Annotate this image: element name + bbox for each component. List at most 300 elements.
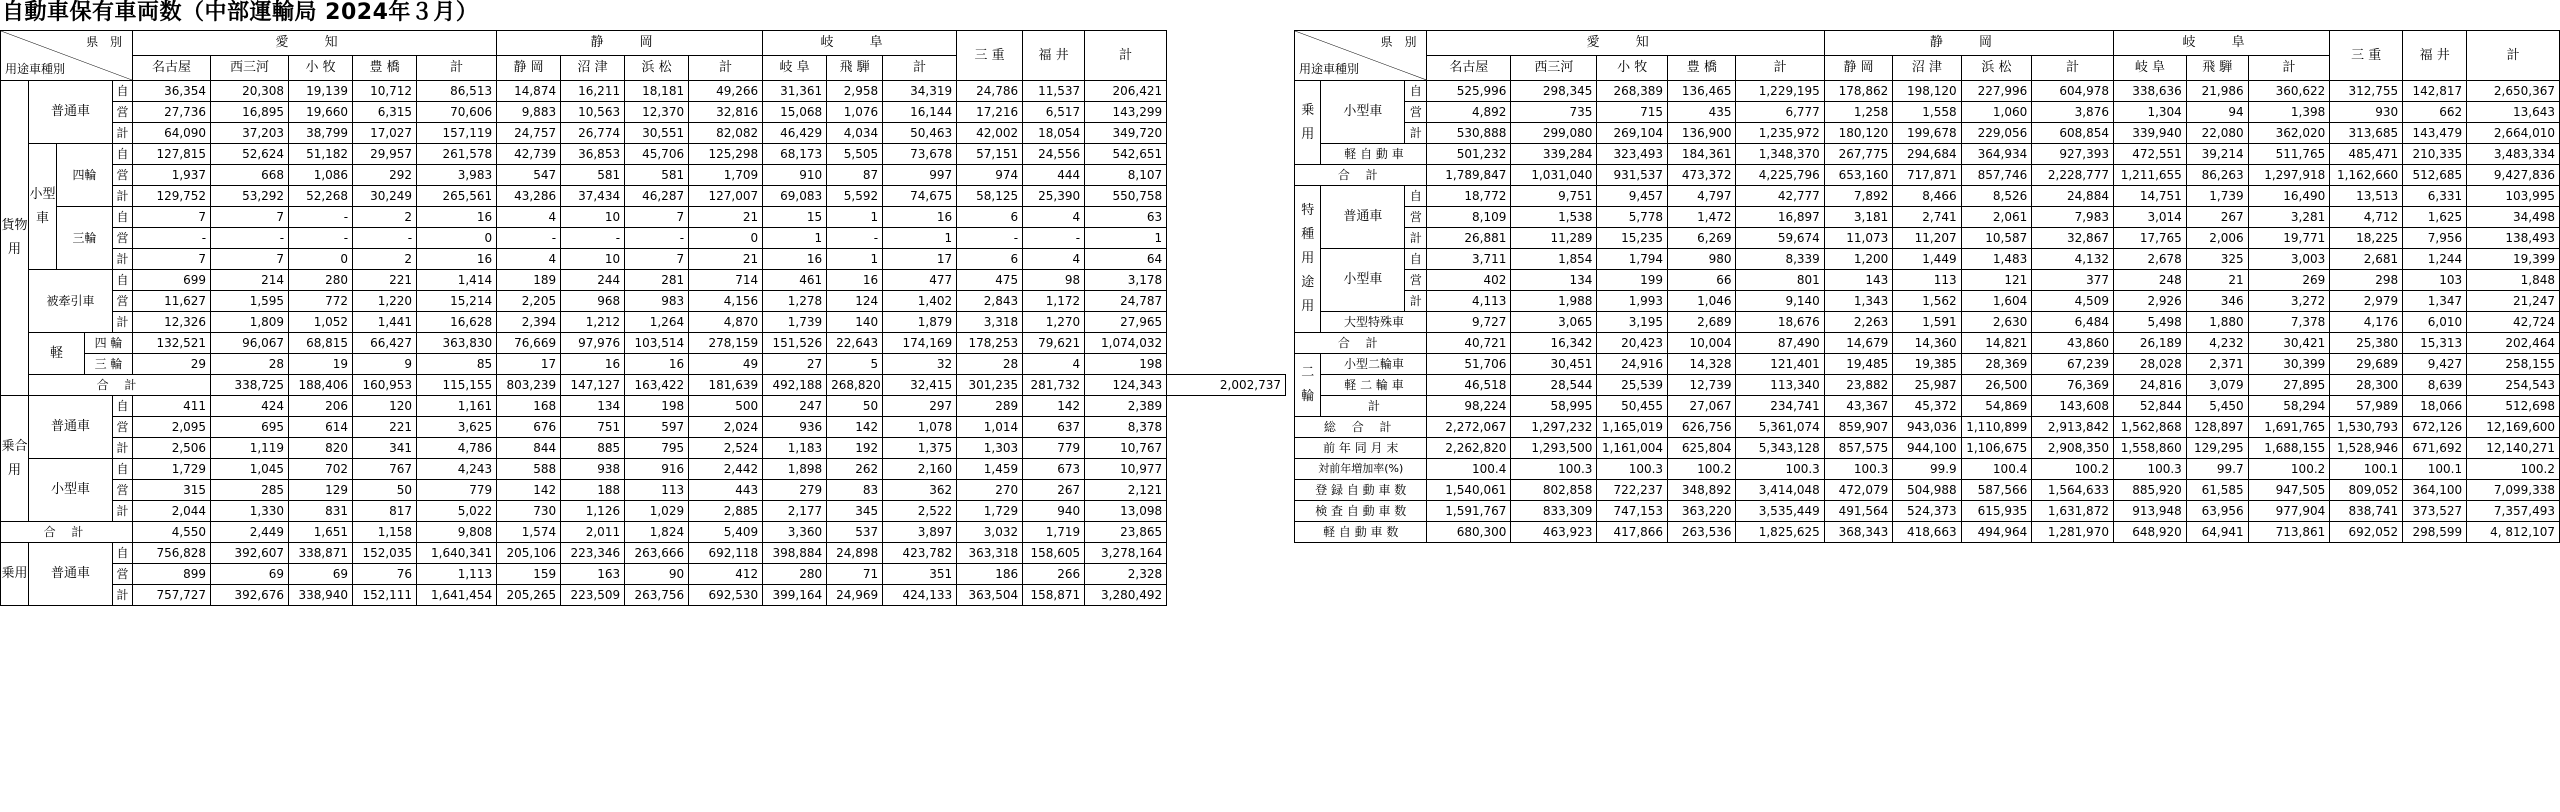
data-cell: 4,786: [417, 438, 497, 459]
data-cell: 512,685: [2403, 165, 2467, 186]
data-cell: 859,907: [1824, 417, 1892, 438]
data-cell: 1,538: [1511, 207, 1597, 228]
data-cell: 244: [561, 270, 625, 291]
data-cell: 8,466: [1893, 186, 1961, 207]
data-cell: 64: [1085, 249, 1167, 270]
data-cell: 1,729: [133, 459, 211, 480]
data-cell: 7,892: [1824, 186, 1892, 207]
data-cell: 692,118: [689, 543, 763, 564]
data-cell: 940: [1023, 501, 1085, 522]
data-cell: 2,328: [1085, 564, 1167, 585]
data-cell: 10: [561, 249, 625, 270]
data-cell: 8,378: [1085, 417, 1167, 438]
label-ei: 営: [1405, 270, 1427, 291]
data-cell: 63: [1085, 207, 1167, 228]
data-cell: 26,189: [2113, 333, 2186, 354]
data-cell: 158,605: [1023, 543, 1085, 564]
data-cell: -: [957, 228, 1023, 249]
data-cell: 69: [289, 564, 353, 585]
data-cell: 3,983: [417, 165, 497, 186]
data-cell: 530,888: [1427, 123, 1511, 144]
data-cell: 221: [353, 270, 417, 291]
data-cell: 477: [883, 270, 957, 291]
label-sanrin: 三輪: [57, 207, 113, 270]
data-cell: 1,281,970: [2032, 522, 2114, 543]
data-cell: 37,203: [211, 123, 289, 144]
data-cell: 297: [883, 396, 957, 417]
data-cell: 136,900: [1668, 123, 1736, 144]
data-cell: 5,778: [1597, 207, 1668, 228]
data-cell: 289: [957, 396, 1023, 417]
data-cell: 124,343: [1085, 375, 1167, 396]
data-cell: 348,892: [1668, 480, 1736, 501]
data-cell: 1,161,004: [1597, 438, 1668, 459]
data-cell: 16,144: [883, 102, 957, 123]
data-cell: 817: [353, 501, 417, 522]
data-cell: 248: [2113, 270, 2186, 291]
data-cell: 227,996: [1961, 81, 2032, 102]
data-cell: 1,106,675: [1961, 438, 2032, 459]
data-cell: 16: [417, 207, 497, 228]
data-cell: 1,297,232: [1511, 417, 1597, 438]
data-cell: 58,995: [1511, 396, 1597, 417]
data-cell: 42,777: [1736, 186, 1824, 207]
col-header: 豊 橋: [353, 56, 417, 81]
label-ji: 自: [113, 144, 133, 165]
data-cell: 28,369: [1961, 354, 2032, 375]
data-cell: 42,002: [957, 123, 1023, 144]
data-cell: 16: [883, 207, 957, 228]
table-row: [1295, 207, 2560, 228]
data-cell: 1,304: [2113, 102, 2186, 123]
data-cell: 323,493: [1597, 144, 1668, 165]
data-cell: 1,640,341: [417, 543, 497, 564]
data-cell: -: [289, 207, 353, 228]
corner-prefecture-label: 県 別: [86, 35, 127, 49]
table-row: [1, 81, 1286, 102]
group-label-jo: 乗用: [1295, 81, 1321, 165]
data-cell: 472,079: [1824, 480, 1892, 501]
label-ei: 営: [113, 291, 133, 312]
data-cell: 756,828: [133, 543, 211, 564]
data-cell: 64,090: [133, 123, 211, 144]
data-cell: 0: [689, 228, 763, 249]
data-cell: 2,121: [1085, 480, 1167, 501]
data-cell: 168: [497, 396, 561, 417]
data-cell: 757,727: [133, 585, 211, 606]
data-cell: 19,385: [1893, 354, 1961, 375]
data-cell: 1,278: [763, 291, 827, 312]
data-cell: 1,540,061: [1427, 480, 1511, 501]
data-cell: 412: [689, 564, 763, 585]
data-cell: 98,224: [1427, 396, 1511, 417]
data-cell: 315: [133, 480, 211, 501]
col-header: 西三河: [1511, 56, 1597, 81]
data-cell: 3,014: [2113, 207, 2186, 228]
label-ei: 営: [113, 480, 133, 501]
data-cell: 23,882: [1824, 375, 1892, 396]
data-cell: 779: [1023, 438, 1085, 459]
data-cell: 1,441: [353, 312, 417, 333]
data-cell: 17,216: [957, 102, 1023, 123]
data-cell: 809,052: [2330, 480, 2403, 501]
data-cell: 3,535,449: [1736, 501, 1824, 522]
data-cell: 1,854: [1511, 249, 1597, 270]
data-cell: 292: [353, 165, 417, 186]
label-kogata: 小型車: [1321, 249, 1405, 312]
data-cell: 188,406: [289, 375, 353, 396]
data-cell: 19,139: [289, 81, 353, 102]
data-cell: 2,689: [1668, 312, 1736, 333]
col-header: 計: [417, 56, 497, 81]
table-row: [1295, 228, 2560, 249]
pref-header-total: 計: [2467, 31, 2560, 81]
data-cell: 9,427,836: [2467, 165, 2560, 186]
data-cell: 181,639: [689, 375, 763, 396]
data-cell: 29,689: [2330, 354, 2403, 375]
data-cell: 1: [827, 207, 883, 228]
table-row: [1, 123, 1286, 144]
data-cell: 338,871: [289, 543, 353, 564]
data-cell: 18,772: [1427, 186, 1511, 207]
data-cell: 50,463: [883, 123, 957, 144]
data-cell: 392,607: [211, 543, 289, 564]
data-cell: 7,099,338: [2467, 480, 2560, 501]
data-cell: 143,479: [2403, 123, 2467, 144]
data-cell: 714: [689, 270, 763, 291]
data-cell: -: [289, 228, 353, 249]
data-cell: 18,066: [2403, 396, 2467, 417]
data-cell: 2,678: [2113, 249, 2186, 270]
col-header: 浜 松: [1961, 56, 2032, 81]
data-cell: 3,711: [1427, 249, 1511, 270]
data-cell: 12,739: [1668, 375, 1736, 396]
data-cell: 21: [2186, 270, 2248, 291]
label-kei: 計: [113, 501, 133, 522]
data-cell: 472,551: [2113, 144, 2186, 165]
table-row: [1, 396, 1286, 417]
data-cell: 12,169,600: [2467, 417, 2560, 438]
data-cell: 70,606: [417, 102, 497, 123]
data-cell: 100.2: [2248, 459, 2330, 480]
data-cell: 13,643: [2467, 102, 2560, 123]
label-kei: 計: [113, 312, 133, 333]
data-cell: 423,782: [883, 543, 957, 564]
data-cell: 152,035: [353, 543, 417, 564]
label-kei: 計: [113, 585, 133, 606]
data-cell: 115,155: [417, 375, 497, 396]
data-cell: 1,988: [1511, 291, 1597, 312]
data-cell: 11,207: [1893, 228, 1961, 249]
data-cell: 5,361,074: [1736, 417, 1824, 438]
data-cell: 398,884: [763, 543, 827, 564]
data-cell: 268,389: [1597, 81, 1668, 102]
data-cell: 86,513: [417, 81, 497, 102]
data-cell: 263,666: [625, 543, 689, 564]
table-row: [1, 501, 1286, 522]
label-kei: 計: [113, 186, 133, 207]
data-cell: 134: [561, 396, 625, 417]
data-cell: 14,821: [1961, 333, 2032, 354]
data-cell: 345: [827, 501, 883, 522]
data-cell: 491,564: [1824, 501, 1892, 522]
data-cell: 3,897: [883, 522, 957, 543]
data-cell: 9,751: [1511, 186, 1597, 207]
table-row: [1, 543, 1286, 564]
data-cell: 363,504: [957, 585, 1023, 606]
data-cell: 24,787: [1085, 291, 1167, 312]
data-cell: 121: [1961, 270, 2032, 291]
data-cell: 1,074,032: [1085, 333, 1167, 354]
table-row: [1295, 501, 2560, 522]
table-row: [1295, 144, 2560, 165]
data-cell: 23,865: [1085, 522, 1167, 543]
data-cell: 717,871: [1893, 165, 1961, 186]
data-cell: 4,870: [689, 312, 763, 333]
data-cell: 15,313: [2403, 333, 2467, 354]
data-cell: 3,876: [2032, 102, 2114, 123]
data-cell: 6,484: [2032, 312, 2114, 333]
data-cell: 205,106: [497, 543, 561, 564]
data-cell: 1,562,868: [2113, 417, 2186, 438]
data-cell: 2,506: [133, 438, 211, 459]
data-cell: 751: [561, 417, 625, 438]
data-cell: 5,592: [827, 186, 883, 207]
data-cell: 262: [827, 459, 883, 480]
data-cell: 58,294: [2248, 396, 2330, 417]
data-cell: 247: [763, 396, 827, 417]
data-cell: 192: [827, 438, 883, 459]
data-cell: 14,874: [497, 81, 561, 102]
data-cell: 1,172: [1023, 291, 1085, 312]
data-cell: 24,816: [2113, 375, 2186, 396]
label-goukei: 合 計: [1295, 165, 1427, 186]
data-cell: -: [133, 228, 211, 249]
data-cell: 285: [211, 480, 289, 501]
table-row: [1, 564, 1286, 585]
data-cell: 263,536: [1668, 522, 1736, 543]
data-cell: 363,220: [1668, 501, 1736, 522]
data-cell: 15,214: [417, 291, 497, 312]
data-cell: 501,232: [1427, 144, 1511, 165]
data-cell: 1,165,019: [1597, 417, 1668, 438]
data-cell: 1,212: [561, 312, 625, 333]
data-cell: 364,934: [1961, 144, 2032, 165]
data-cell: 2,741: [1893, 207, 1961, 228]
data-cell: 1,200: [1824, 249, 1892, 270]
data-cell: 2,650,367: [2467, 81, 2560, 102]
label-ei: 営: [113, 564, 133, 585]
data-cell: 10,563: [561, 102, 625, 123]
data-cell: 1,739: [763, 312, 827, 333]
data-cell: 1,014: [957, 417, 1023, 438]
data-cell: 6,517: [1023, 102, 1085, 123]
data-cell: 29,957: [353, 144, 417, 165]
data-cell: 94: [2186, 102, 2248, 123]
label-ei: 営: [113, 165, 133, 186]
data-cell: 346: [2186, 291, 2248, 312]
data-cell: 9,808: [417, 522, 497, 543]
label-kei: 計: [113, 123, 133, 144]
data-cell: 280: [763, 564, 827, 585]
data-cell: 100.1: [2403, 459, 2467, 480]
data-cell: 1,530,793: [2330, 417, 2403, 438]
data-cell: 1,591: [1893, 312, 1961, 333]
label-ei: 営: [113, 228, 133, 249]
data-cell: 672,126: [2403, 417, 2467, 438]
table-row: [1, 438, 1286, 459]
data-cell: 1,110,899: [1961, 417, 2032, 438]
data-cell: 968: [561, 291, 625, 312]
data-cell: 2,061: [1961, 207, 2032, 228]
data-cell: 4,243: [417, 459, 497, 480]
data-cell: 229,056: [1961, 123, 2032, 144]
data-cell: 1,472: [1668, 207, 1736, 228]
data-cell: 4: [1023, 249, 1085, 270]
data-cell: 494,964: [1961, 522, 2032, 543]
data-cell: 820: [289, 438, 353, 459]
data-cell: 1,574: [497, 522, 561, 543]
data-cell: 588: [497, 459, 561, 480]
data-cell: 1,558,860: [2113, 438, 2186, 459]
data-cell: 30,421: [2248, 333, 2330, 354]
data-cell: 3,079: [2186, 375, 2248, 396]
data-cell: 547: [497, 165, 561, 186]
data-cell: 1,595: [211, 291, 289, 312]
data-cell: 1,558: [1893, 102, 1961, 123]
data-cell: 142: [497, 480, 561, 501]
data-cell: 831: [289, 501, 353, 522]
data-cell: 312,755: [2330, 81, 2403, 102]
data-cell: 136,465: [1668, 81, 1736, 102]
data-cell: 25,987: [1893, 375, 1961, 396]
data-cell: 537: [827, 522, 883, 543]
data-cell: 936: [763, 417, 827, 438]
data-cell: -: [1023, 228, 1085, 249]
data-cell: 9,727: [1427, 312, 1511, 333]
table-row: [1295, 375, 2560, 396]
data-cell: 692,052: [2330, 522, 2403, 543]
data-cell: 9,140: [1736, 291, 1824, 312]
data-cell: 339,940: [2113, 123, 2186, 144]
data-cell: 1,060: [1961, 102, 2032, 123]
data-cell: 5,498: [2113, 312, 2186, 333]
label-ji: 自: [113, 270, 133, 291]
data-cell: 1,789,847: [1427, 165, 1511, 186]
data-cell: 19,771: [2248, 228, 2330, 249]
data-cell: 9,427: [2403, 354, 2467, 375]
data-cell: 113,340: [1736, 375, 1824, 396]
data-cell: 673: [1023, 459, 1085, 480]
data-cell: 52,268: [289, 186, 353, 207]
data-cell: 418,663: [1893, 522, 1961, 543]
data-cell: 71: [827, 564, 883, 585]
data-cell: 125,298: [689, 144, 763, 165]
label-ji: 自: [113, 207, 133, 228]
data-cell: 2,394: [497, 312, 561, 333]
data-cell: 14,679: [1824, 333, 1892, 354]
data-cell: 475: [957, 270, 1023, 291]
page-title: 自動車保有車両数（中部運輸局 2024年３月）: [2, 0, 479, 25]
table-row: [1, 102, 1286, 123]
data-cell: 11,289: [1511, 228, 1597, 249]
data-cell: -: [561, 228, 625, 249]
data-cell: 3,414,048: [1736, 480, 1824, 501]
data-cell: 76,369: [2032, 375, 2114, 396]
data-cell: 7,956: [2403, 228, 2467, 249]
table-row: [1, 144, 1286, 165]
data-cell: 159: [497, 564, 561, 585]
col-header: 計: [1736, 56, 1824, 81]
label-kogata: 小型車: [29, 144, 57, 270]
group-label-joai: 乗合用: [1, 396, 29, 522]
data-cell: 113: [1893, 270, 1961, 291]
table-row: [1, 249, 1286, 270]
data-cell: 1,375: [883, 438, 957, 459]
data-cell: 1,848: [2467, 270, 2560, 291]
data-cell: 1,709: [689, 165, 763, 186]
data-cell: 50,455: [1597, 396, 1668, 417]
label-keijidousha: 軽 自 動 車: [1321, 144, 1427, 165]
data-cell: 3,195: [1597, 312, 1668, 333]
data-cell: 1,564,633: [2032, 480, 2114, 501]
data-cell: 79,621: [1023, 333, 1085, 354]
data-cell: 648,920: [2113, 522, 2186, 543]
data-cell: 767: [353, 459, 417, 480]
data-cell: 910: [763, 165, 827, 186]
data-cell: 53,292: [211, 186, 289, 207]
data-cell: 37,434: [561, 186, 625, 207]
data-cell: 59,674: [1736, 228, 1824, 249]
data-cell: 4,712: [2330, 207, 2403, 228]
data-cell: 500: [689, 396, 763, 417]
data-cell: 1,229,195: [1736, 81, 1824, 102]
col-header: 計: [2032, 56, 2114, 81]
data-cell: 152,111: [353, 585, 417, 606]
data-cell: 338,636: [2113, 81, 2186, 102]
data-cell: 3,181: [1824, 207, 1892, 228]
data-cell: 461: [763, 270, 827, 291]
data-cell: 772: [289, 291, 353, 312]
table-row: [1, 522, 1286, 543]
data-cell: 916: [625, 459, 689, 480]
data-cell: 1,719: [1023, 522, 1085, 543]
data-cell: 581: [625, 165, 689, 186]
data-cell: 14,360: [1893, 333, 1961, 354]
data-cell: 4,550: [133, 522, 211, 543]
data-cell: 143,608: [2032, 396, 2114, 417]
data-cell: 2,272,067: [1427, 417, 1511, 438]
data-cell: 983: [625, 291, 689, 312]
data-cell: 69,083: [763, 186, 827, 207]
data-cell: 2,681: [2330, 249, 2403, 270]
data-cell: 504,988: [1893, 480, 1961, 501]
col-header: 岐 阜: [2113, 56, 2186, 81]
data-cell: 98: [1023, 270, 1085, 291]
data-cell: 1,086: [289, 165, 353, 186]
data-cell: 399,164: [763, 585, 827, 606]
data-cell: 7: [625, 249, 689, 270]
data-cell: 485,471: [2330, 144, 2403, 165]
data-cell: 43,367: [1824, 396, 1892, 417]
data-cell: 21,247: [2467, 291, 2560, 312]
data-cell: 6,269: [1668, 228, 1736, 249]
data-cell: 28: [211, 354, 289, 375]
data-cell: 7: [625, 207, 689, 228]
data-cell: 76,669: [497, 333, 561, 354]
table-row: [1, 312, 1286, 333]
table-row: [1295, 396, 2560, 417]
